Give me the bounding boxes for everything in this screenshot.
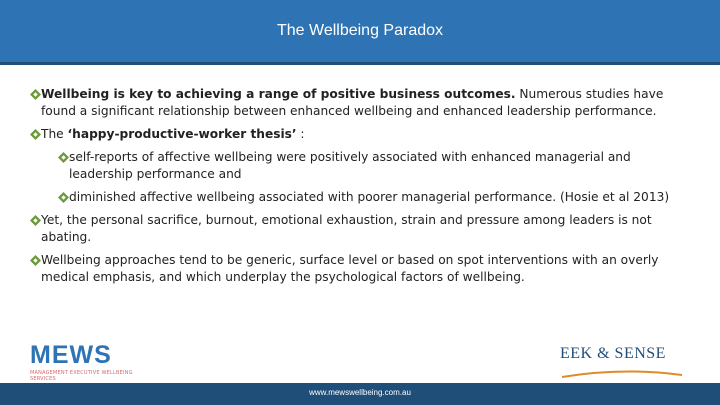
bullet-text: Numerous studies have found a significant relationship between enhanced wellbeing and enhanced leadership performance.: [41, 87, 664, 118]
diamond-bullet-icon: [30, 255, 41, 266]
bullet-text: diminished affective wellbeing associated with poorer managerial performance. (Hosie et al 2013): [69, 190, 670, 204]
header-divider: [0, 62, 720, 65]
sub-bullet-item: [58, 149, 690, 183]
diamond-bullet-icon: [30, 215, 41, 226]
diamond-bullet-icon: [58, 152, 69, 163]
bullet-prefix-text: The: [41, 127, 68, 141]
slide-body: [30, 86, 690, 292]
footer-url[interactable]: www.mewswellbeing.com.au: [309, 388, 411, 397]
slide-title: The Wellbeing Paradox: [276, 22, 444, 39]
swoosh-icon: [562, 369, 682, 379]
bullet-bold-text: ‘happy-productive-worker thesis’: [67, 127, 297, 141]
sub-bullet-item: [58, 189, 690, 206]
bullet-text: Wellbeing approaches tend to be generic, surface level or based on spot interventions with an overly medical emphasis, and which underplay the psychological factors of wellbeing.: [41, 253, 659, 284]
bullet-item: [30, 212, 690, 246]
diamond-bullet-icon: [58, 192, 69, 203]
bullet-text: :: [296, 127, 305, 141]
slide-header: [0, 0, 720, 62]
mews-logo-text: MEWS: [30, 341, 112, 369]
bullet-item: [30, 252, 690, 286]
bullet-text: self-reports of affective wellbeing were positively associated with enhanced managerial and leadership performance and: [69, 150, 631, 181]
bullet-item: [30, 86, 690, 120]
slide-footer: [0, 383, 720, 405]
eek-and-sense-logo-text: EEK & SENSE: [560, 345, 666, 362]
mews-logo-tagline: MANAGEMENT EXECUTIVE WELLBEING SERVICES: [30, 370, 133, 382]
bullet-text: Yet, the personal sacrifice, burnout, emotional exhaustion, strain and pressure among leaders is not abating.: [41, 213, 652, 244]
mews-logo: [30, 342, 140, 380]
bullet-item: [30, 126, 690, 143]
diamond-bullet-icon: [30, 129, 41, 140]
eek-and-sense-logo: [560, 345, 690, 380]
diamond-bullet-icon: [30, 89, 41, 100]
bullet-bold-text: Wellbeing is key to achieving a range of positive business outcomes.: [41, 87, 516, 101]
